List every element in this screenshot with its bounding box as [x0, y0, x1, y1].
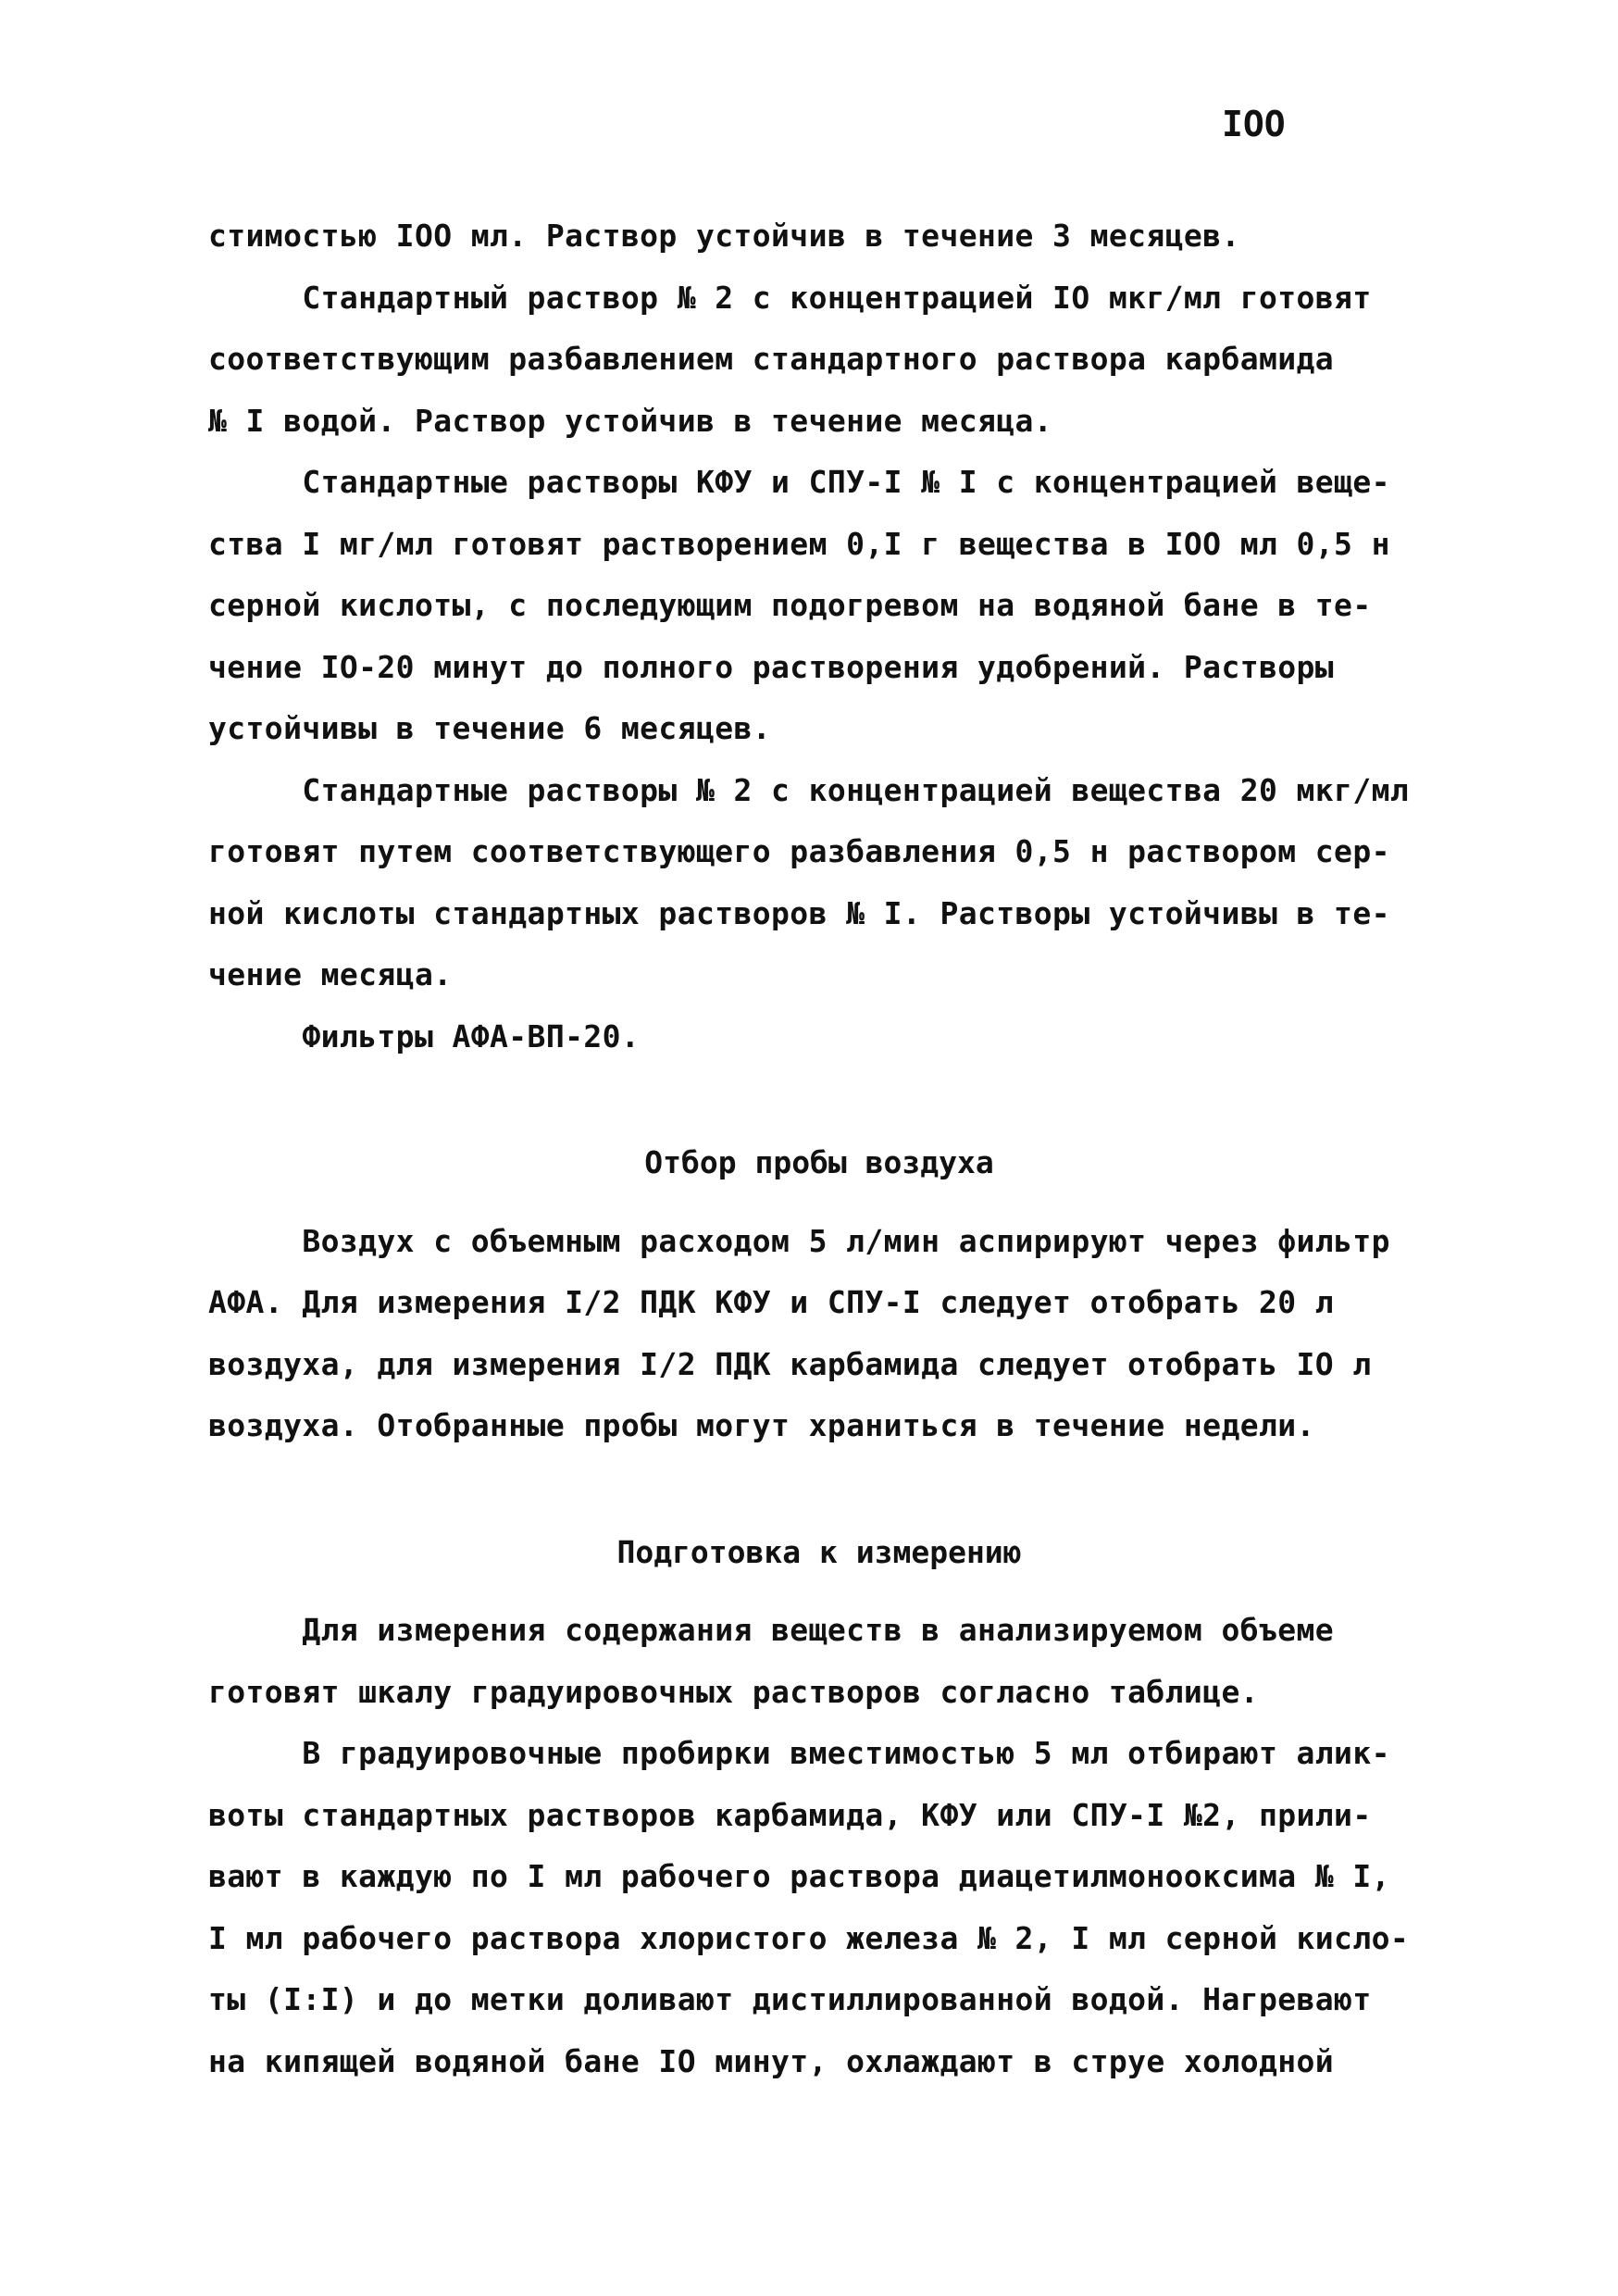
text-line: Стандартный раствор № 2 с концентрацией IO мкг/мл готовят: [208, 279, 1372, 316]
text-line: Воздух с объемным расходом 5 л/мин аспирируют через фильтр: [208, 1222, 1390, 1259]
page-number: IOO: [1222, 104, 1286, 144]
text-line: соответствующим разбавлением стандартного раствора карбамида: [208, 341, 1335, 377]
paragraph: [208, 1211, 1430, 1457]
text-line: воты стандартных растворов карбамида, КФУ или СПУ-I №2, прили-: [208, 1796, 1372, 1833]
text-line: чение IO-20 минут до полного растворения удобрений. Растворы: [208, 648, 1335, 685]
paragraph: [208, 1723, 1430, 2092]
paragraph: [208, 268, 1430, 453]
text-line: вают в каждую по I мл рабочего раствора диацетилмонооксима № I,: [208, 1858, 1390, 1894]
text-line: готовят шкалу градуировочных растворов согласно таблице.: [208, 1673, 1259, 1710]
section-heading: Подготовка к измерению: [616, 1533, 1022, 1570]
section-spacer: [208, 1194, 1430, 1211]
document-body: [208, 206, 1430, 2092]
paragraph: [208, 1006, 1430, 1068]
section-spacer: [208, 1457, 1430, 1522]
text-line: № I водой. Раствор устойчив в течение месяца.: [208, 402, 1053, 439]
paragraph: [208, 206, 1430, 268]
text-line: Для измерения содержания веществ в анализируемом объеме: [208, 1612, 1335, 1648]
text-line: устойчивы в течение 6 месяцев.: [208, 710, 772, 746]
text-line: I мл рабочего раствора хлористого железа № 2, I мл серной кисло-: [208, 1919, 1410, 1956]
text-line: на кипящей водяной бане IO минут, охлаждают в струе холодной: [208, 2042, 1335, 2079]
text-line: В градуировочные пробирки вместимостью 5 мл отбирают алик-: [208, 1735, 1390, 1771]
text-line: воздуха, для измерения I/2 ПДК карбамида следует отобрать IO л: [208, 1345, 1372, 1382]
text-line: ства I мг/мл готовят растворением 0,I г вещества в IOO мл 0,5 н: [208, 525, 1390, 562]
text-line: стимостью IOO мл. Раствор устойчив в течение 3 месяцев.: [208, 218, 1240, 254]
text-line: чение месяца.: [208, 956, 453, 992]
text-line: ты (I:I) и до метки доливают дистиллированной водой. Нагревают: [208, 1981, 1372, 2017]
text-line: готовят путем соответствующего разбавления 0,5 н раствором сер-: [208, 833, 1390, 869]
text-line: АФА. Для измерения I/2 ПДК КФУ и СПУ-I следует отобрать 20 л: [208, 1284, 1335, 1320]
section-heading: Отбор пробы воздуха: [644, 1144, 994, 1180]
text-line: Фильтры АФА-ВП-20.: [208, 1017, 641, 1054]
paragraph: [208, 1600, 1430, 1723]
section-spacer: [208, 1583, 1430, 1600]
text-line: ной кислоты стандартных растворов № I. Растворы устойчивы в те-: [208, 894, 1390, 931]
text-line: Стандартные растворы № 2 с концентрацией вещества 20 мкг/мл: [208, 771, 1410, 808]
text-line: воздуха. Отобранные пробы могут храниться в течение недели.: [208, 1407, 1315, 1443]
text-line: Стандартные растворы КФУ и СПУ-I № I с концентрацией веще-: [208, 464, 1390, 500]
paragraph: [208, 452, 1430, 760]
section-spacer: [208, 1067, 1430, 1132]
text-line: серной кислоты, с последующим подогревом на водяной бане в те-: [208, 587, 1372, 623]
paragraph: [208, 760, 1430, 1006]
